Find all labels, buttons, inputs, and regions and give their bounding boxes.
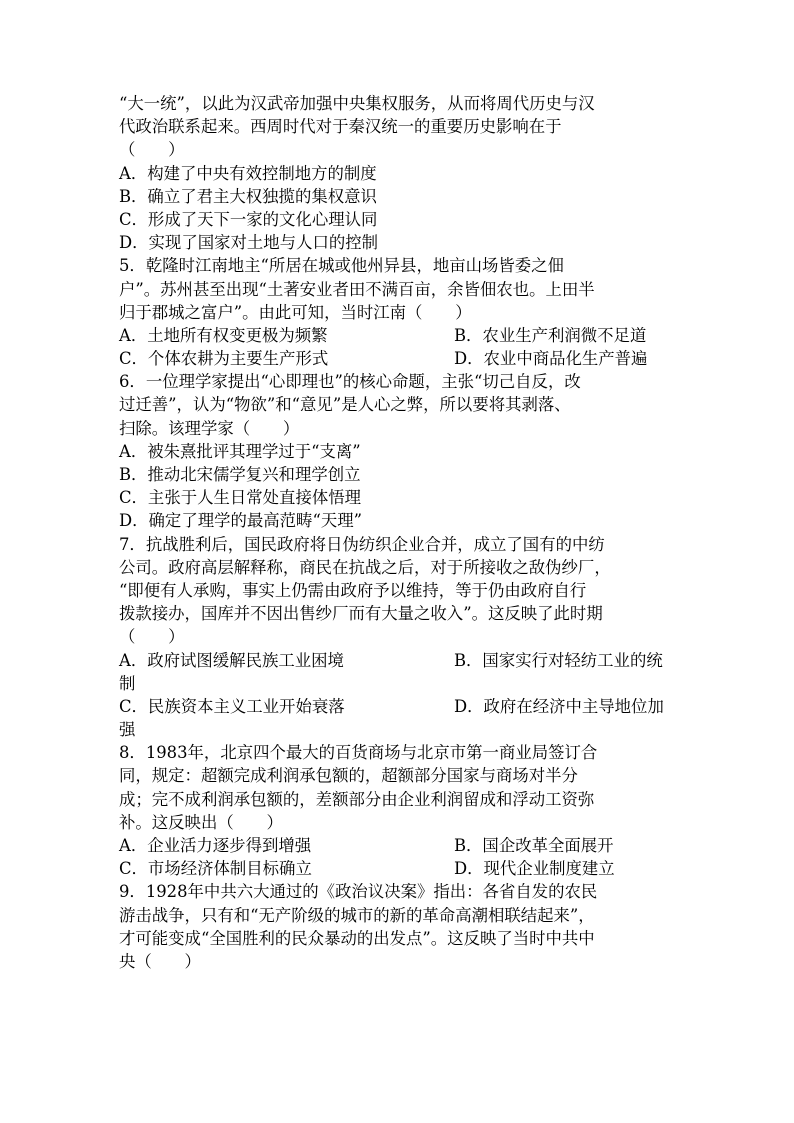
q7-option-b-wrap: 制 [119,673,136,693]
q9-stem-line: 9．1928年中共六大通过的《政治议决案》指出：各省自发的农民 [119,882,598,902]
q7-stem-line: （ ） [119,627,185,647]
q6-stem-line: 过迁善”，认为“物欲”和“意见”是人心之弊，所以要将其剥落、 [119,395,571,415]
q8-stem-line: 补。这反映出（ ） [119,812,283,832]
q4-option-c: C．形成了天下一家的文化心理认同 [119,209,378,229]
q5-option-c: C．个体农耕为主要生产形式 [119,349,329,369]
q5-stem-line: 户”。苏州甚至出现“土著安业者田不满百亩，余皆佃农也。上田半 [119,279,595,299]
q7-option-c: C．民族资本主义工业开始衰落 [119,696,345,716]
q6-option-b: B．推动北宋儒学复兴和理学创立 [119,465,361,484]
q8-option-d: D．现代企业制度建立 [454,859,615,879]
q4-stem-line: （ ） [119,140,185,160]
q7-stem-line: 公司。政府高层解释称，商民在抗战之后，对于所接收之敌伪纱厂， [119,557,611,577]
q6-stem-line: 6．一位理学家提出“心即理也”的核心命题，主张“切己自反，改 [119,372,581,392]
q7-options-row [119,695,677,718]
q8-stem-line: 成；完不成利润承包额的，差额部分由企业利润留成和浮动工资弥 [119,789,595,809]
q6-stem-line: 扫除。该理学家（ ） [119,418,300,438]
q7-option-d-wrap: 强 [119,720,136,740]
q4-option-a: A．构建了中央有效控制地方的制度 [119,163,377,183]
question-content [119,92,677,973]
q8-option-c: C．市场经济体制目标确立 [119,859,312,879]
q4-option-d: D．实现了国家对土地与人口的控制 [119,233,378,253]
q6-option-a: A．被朱熹批评其理学过于“支离” [119,441,361,461]
q5-options-row [119,347,677,370]
q8-options-row [119,834,677,857]
q5-option-d: D．农业中商品化生产普遍 [454,349,648,369]
q8-stem-line: 8．1983年，北京四个最大的百货商场与北京市第一商业局签订合 [119,743,598,763]
q7-option-a: A．政府试图缓解民族工业困境 [119,650,344,670]
q5-option-b: B．农业生产利润微不足道 [454,325,647,345]
q8-stem-line: 同，规定：超额完成利润承包额的，超额部分国家与商场对半分 [119,766,578,786]
q9-stem-line: 央（ ） [119,951,201,971]
q7-option-d: D．政府在经济中主导地位加 [454,696,664,716]
q8-option-a: A．企业活力逐步得到增强 [119,836,312,855]
q6-option-d: D．确定了理学的最高范畴“天理” [119,511,362,531]
q7-options-row [119,649,677,672]
q4-stem-line: 代政治联系起来。西周时代对于秦汉统一的重要历史影响在于 [119,117,562,137]
q8-options-row [119,857,677,880]
q8-option-b: B．国企改革全面展开 [454,836,614,855]
q5-stem-line: 5．乾隆时江南地主“所居在城或他州异县，地亩山场皆委之佃 [119,256,564,276]
q5-option-a: A．土地所有权变更极为频繁 [119,325,328,345]
q5-stem-line: 归于郡城之富户”。由此可知，当时江南（ ） [119,302,472,322]
q7-stem-line: 7．抗战胜利后，国民政府将日伪纺织企业合并，成立了国有的中纺 [119,534,605,554]
q5-options-row [119,324,677,347]
q9-stem-line: 才可能变成“全国胜利的民众暴动的出发点”。这反映了当时中共中 [119,928,595,948]
q9-stem-line: 游击战争，只有和“无产阶级的城市的新的革命高潮相联结起来”， [119,905,595,925]
q7-option-b: B．国家实行对轻纺工业的统 [454,650,663,670]
q6-option-c: C．主张于人生日常处直接体悟理 [119,488,362,508]
q7-stem-line: 拨款接办，国库并不因出售纱厂而有大量之收入”。这反映了此时期 [119,604,603,624]
q4-option-b: B．确立了君主大权独揽的集权意识 [119,186,377,206]
q7-stem-line: “即便有人承购，事实上仍需由政府予以维持，等于仍由政府自行 [119,580,587,600]
q4-stem-line: “大一统”，以此为汉武帝加强中央集权服务，从而将周代历史与汉 [119,94,595,113]
